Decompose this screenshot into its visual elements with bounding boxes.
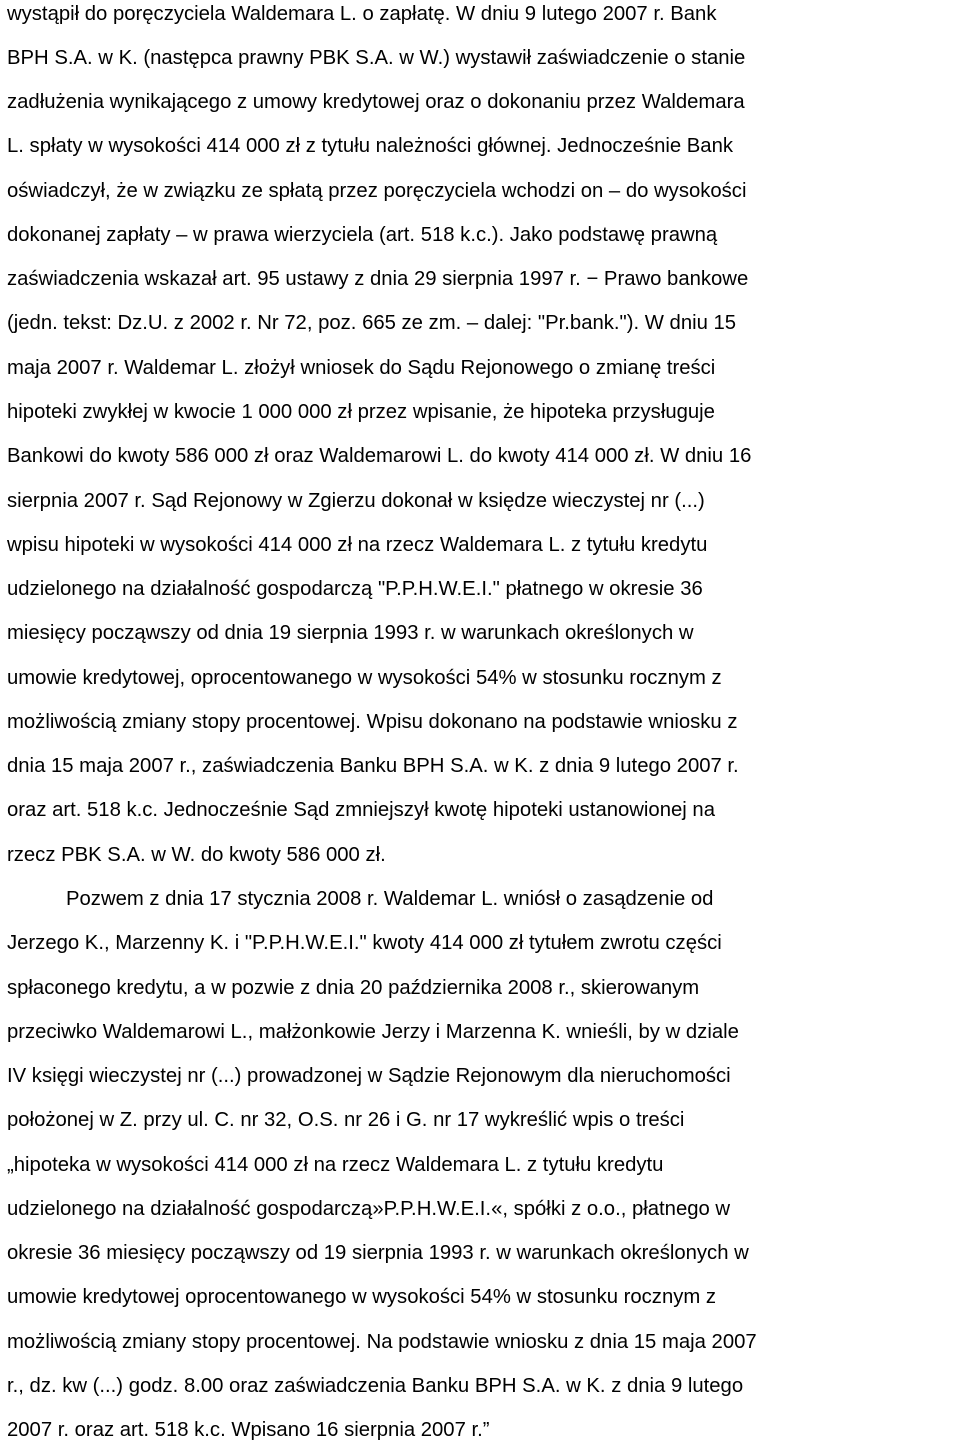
- text-line: sierpnia 2007 r. Sąd Rejonowy w Zgierzu dokonał w księdze wieczystej nr (...): [7, 490, 705, 512]
- text-line: BPH S.A. w K. (następca prawny PBK S.A. w W.) wystawił zaświadczenie o stanie: [7, 47, 746, 69]
- text-line: miesięcy począwszy od dnia 19 sierpnia 1993 r. w warunkach określonych w: [7, 622, 694, 644]
- text-line: 2007 r. oraz art. 518 k.c. Wpisano 16 sierpnia 2007 r.”: [7, 1419, 490, 1441]
- text-line: „hipoteka w wysokości 414 000 zł na rzecz Waldemara L. z tytułu kredytu: [7, 1154, 664, 1176]
- text-line: r., dz. kw (...) godz. 8.00 oraz zaświadczenia Banku BPH S.A. w K. z dnia 9 lutego: [7, 1375, 744, 1397]
- text-line: L. spłaty w wysokości 414 000 zł z tytułu należności głównej. Jednocześnie Bank: [7, 135, 734, 157]
- text-line: okresie 36 miesięcy począwszy od 19 sierpnia 1993 r. w warunkach określonych w: [7, 1242, 749, 1264]
- text-line: położonej w Z. przy ul. C. nr 32, O.S. nr 26 i G. nr 17 wykreślić wpis o treści: [7, 1109, 685, 1131]
- text-line: Bankowi do kwoty 586 000 zł oraz Waldemarowi L. do kwoty 414 000 zł. W dniu 16: [7, 445, 752, 467]
- text-line: (jedn. tekst: Dz.U. z 2002 r. Nr 72, poz. 665 ze zm. – dalej: "Pr.bank."). W dniu 15: [7, 312, 737, 334]
- text-line: oświadczył, że w związku ze spłatą przez poręczyciela wchodzi on – do wysokości: [7, 180, 747, 202]
- text-line: dnia 15 maja 2007 r., zaświadczenia Banku BPH S.A. w K. z dnia 9 lutego 2007 r.: [7, 755, 739, 777]
- text-line: udzielonego na działalność gospodarczą»P.P.H.W.E.I.«, spółki z o.o., płatnego w: [7, 1198, 731, 1220]
- text-line: udzielonego na działalność gospodarczą "P.P.H.W.E.I." płatnego w okresie 36: [7, 578, 703, 600]
- text-line: dokonanej zapłaty – w prawa wierzyciela (art. 518 k.c.). Jako podstawę prawną: [7, 224, 718, 246]
- text-line: hipoteki zwykłej w kwocie 1 000 000 zł przez wpisanie, że hipoteka przysługuje: [7, 401, 715, 423]
- text-line: zaświadczenia wskazał art. 95 ustawy z dnia 29 sierpnia 1997 r. − Prawo bankowe: [7, 268, 749, 290]
- text-line: spłaconego kredytu, a w pozwie z dnia 20 października 2008 r., skierowanym: [7, 977, 700, 999]
- text-line: oraz art. 518 k.c. Jednocześnie Sąd zmniejszył kwotę hipoteki ustanowionej na: [7, 799, 715, 821]
- text-line: umowie kredytowej oprocentowanego w wysokości 54% w stosunku rocznym z: [7, 1286, 717, 1308]
- text-line: możliwością zmiany stopy procentowej. Wpisu dokonano na podstawie wniosku z: [7, 711, 738, 733]
- text-line: wystąpił do poręczyciela Waldemara L. o zapłatę. W dniu 9 lutego 2007 r. Bank: [7, 3, 717, 25]
- text-line: umowie kredytowej, oprocentowanego w wysokości 54% w stosunku rocznym z: [7, 667, 722, 689]
- text-line: rzecz PBK S.A. w W. do kwoty 586 000 zł.: [7, 844, 386, 866]
- text-line: możliwością zmiany stopy procentowej. Na podstawie wniosku z dnia 15 maja 2007: [7, 1331, 757, 1353]
- text-line: zadłużenia wynikającego z umowy kredytowej oraz o dokonaniu przez Waldemara: [7, 91, 745, 113]
- text-line: przeciwko Waldemarowi L., małżonkowie Jerzy i Marzenna K. wnieśli, by w dziale: [7, 1021, 739, 1043]
- text-line: IV księgi wieczystej nr (...) prowadzonej w Sądzie Rejonowym dla nieruchomości: [7, 1065, 731, 1087]
- text-line: maja 2007 r. Waldemar L. złożył wniosek do Sądu Rejonowego o zmianę treści: [7, 357, 716, 379]
- text-line: Jerzego K., Marzenny K. i "P.P.H.W.E.I." kwoty 414 000 zł tytułem zwrotu części: [7, 932, 722, 954]
- text-line: wpisu hipoteki w wysokości 414 000 zł na rzecz Waldemara L. z tytułu kredytu: [7, 534, 708, 556]
- paragraph-start-line: Pozwem z dnia 17 stycznia 2008 r. Waldemar L. wniósł o zasądzenie od: [66, 888, 714, 910]
